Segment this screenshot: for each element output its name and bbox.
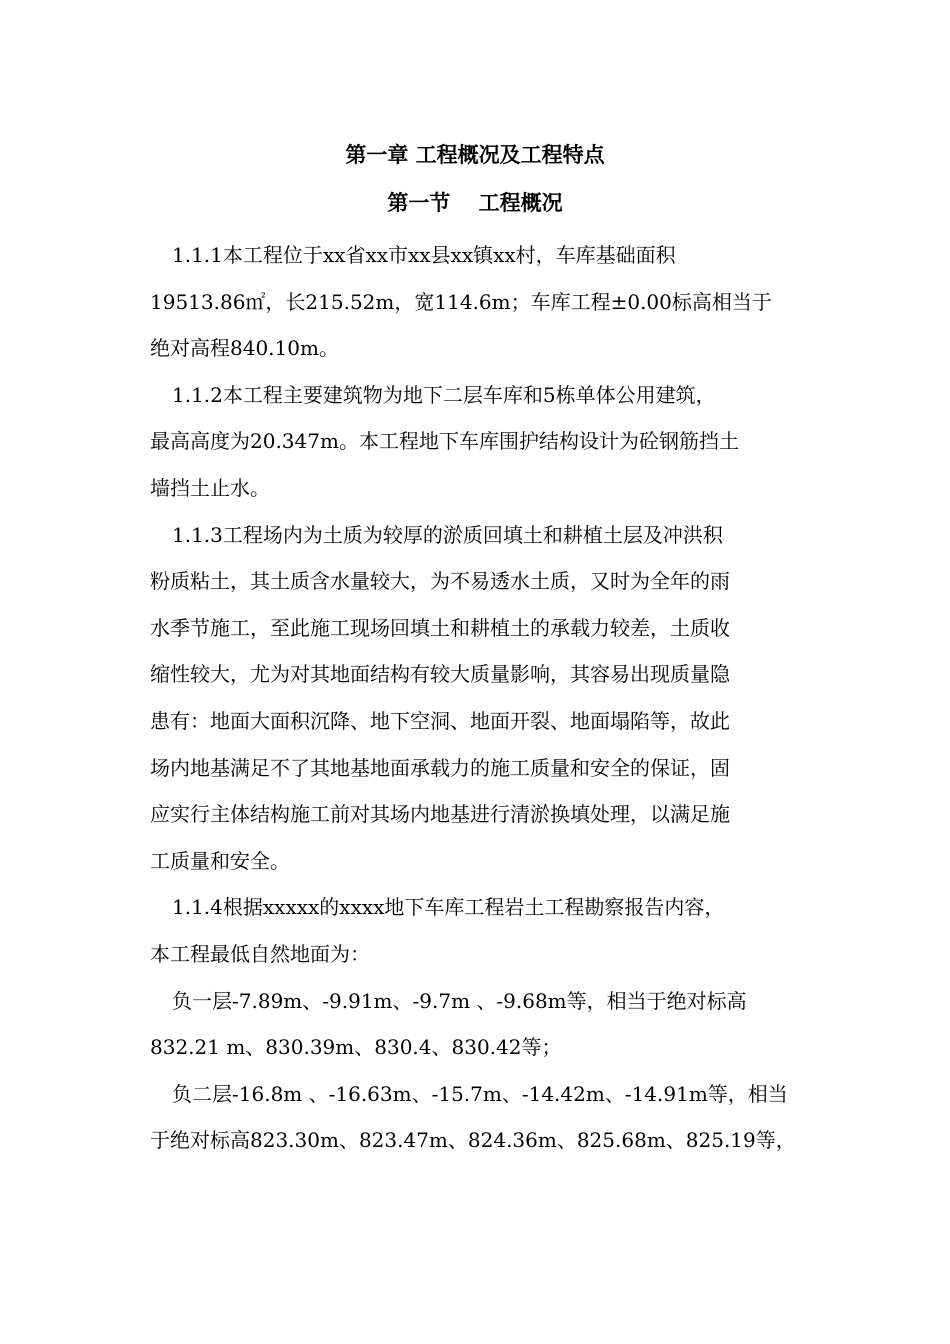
paragraph-line: 场内地基满足不了其地基地面承载力的施工质量和安全的保证，固 [150,755,730,780]
paragraph-1-1-3 [150,512,810,885]
paragraph-line: 患有：地面大面积沉降、地下空洞、地面开裂、地面塌陷等，故此 [150,708,730,733]
paragraph-line: 水季节施工，至此施工现场回填土和耕植土的承载力较差，土质收 [150,615,730,640]
paragraph-basement-level-2 [150,1071,810,1164]
document-body [150,232,810,1164]
paragraph-line: 负一层-7.89m、-9.91m、-9.7m 、-9.68m等，相当于绝对标高 [172,988,747,1013]
paragraph-line: 1.1.2本工程主要建筑物为地下二层车库和5栋单体公用建筑， [172,382,716,407]
paragraph-line: 缩性较大，尤为对其地面结构有较大质量影响，其容易出现质量隐 [150,662,730,687]
paragraph-line: 粉质粘土，其土质含水量较大，为不易透水土质，又时为全年的雨 [150,569,730,594]
paragraph-line: 1.1.1本工程位于xx省xx市xx县xx镇xx村，车库基础面积 [172,243,676,267]
paragraph-line: 墙挡土止水。 [150,475,270,500]
paragraph-line: 工质量和安全。 [150,848,290,873]
paragraph-line: 负二层-16.8m 、-16.63m、-15.7m、-14.42m、-14.91m等，相当 [172,1081,788,1106]
paragraph-basement-level-1 [150,978,810,1071]
paragraph-line: 19513.86㎡，长215.52m，宽114.6m；车库工程±0.00标高相当于 [150,289,772,314]
paragraph-1-1-2 [150,372,810,512]
paragraph-line: 最高高度为20.347m。本工程地下车库围护结构设计为砼钢筋挡土 [150,429,739,454]
paragraph-line: 1.1.4根据xxxxx的xxxx地下车库工程岩土工程勘察报告内容， [172,895,725,920]
chapter-title: 第一章 工程概况及工程特点 [345,142,605,167]
paragraph-1-1-4 [150,884,810,977]
paragraph-line: 1.1.3工程场内为土质为较厚的淤质回填土和耕植土层及冲洪积 [172,522,723,547]
section-title: 第一节 工程概况 [387,190,563,215]
paragraph-line: 本工程最低自然地面为： [150,941,370,966]
paragraph-line: 应实行主体结构施工前对其场内地基进行清淤换填处理，以满足施 [150,802,730,827]
paragraph-line: 于绝对标高823.30m、823.47m、824.36m、825.68m、825.19等， [150,1128,796,1153]
paragraph-1-1-1 [150,232,810,372]
paragraph-line: 832.21 m、830.39m、830.4、830.42等； [150,1035,562,1060]
paragraph-line: 绝对高程840.10m。 [150,336,339,361]
